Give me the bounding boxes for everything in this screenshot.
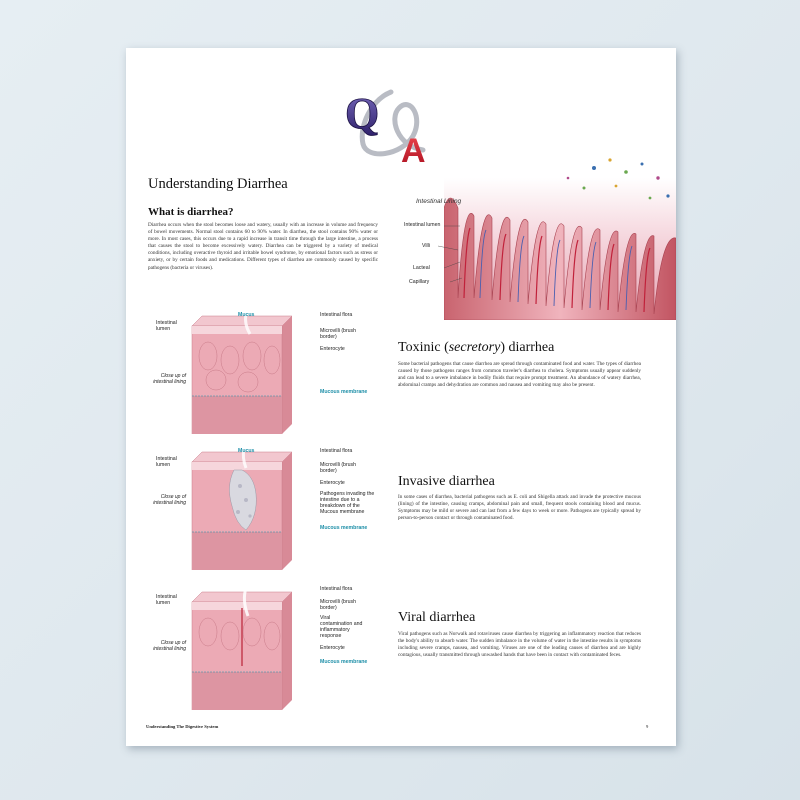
d3-label-lumen: Intestinal lumen: [156, 594, 177, 606]
diagram-viral: [186, 586, 294, 710]
d2-label-mucus: Mucus: [238, 448, 255, 454]
d1-label-microvilli: Microvilli (brush border): [320, 328, 357, 340]
qa-logo: [341, 86, 451, 168]
d2-label-enterocyte: Enterocyte: [320, 480, 345, 486]
footer-title: Understanding The Digestive System: [146, 724, 219, 729]
lining-label-lacteal: Lacteal: [413, 265, 430, 271]
d2-label-closeup: Close up of intestinal lining: [153, 494, 186, 506]
logo-a: A: [401, 132, 426, 168]
d3-label-closeup: Close up of intestinal lining: [153, 640, 186, 652]
logo-q: Q: [345, 89, 380, 138]
intestinal-lining-illustration: [444, 138, 676, 320]
lining-label-villi: Villi: [422, 243, 430, 249]
d3-label-microvilli: Microvilli (brush border): [320, 599, 357, 611]
d1-label-lumen: Intestinal lumen: [156, 320, 177, 332]
section-toxinic-heading: [398, 340, 554, 356]
d2-label-pathogens: Pathogens invading the intestine due to a breakdown of the Mucous membrane: [320, 491, 375, 515]
document-page: [126, 48, 676, 746]
d1-label-mucus: Mucus: [238, 312, 255, 318]
d2-label-microvilli: Microvilli (brush border): [320, 462, 357, 474]
d1-label-closeup: Close up of intestinal lining: [153, 373, 186, 385]
intro-text: Diarrhea occurs when the stool becomes loose and watery, usually with an increase in volume and frequency of bowel movements. Normal stool contains 60 to 90% water. In diarrhea, the stool contains 90% water or more. In most cases, this occurs due to a rapid increase in transit time through the large intestine, a process that causes the stool to become excessively watery. Diarrhea can be triggered by a variety of medical conditions, including overactive thyroid and irritable bowel syndrome, by emotional factors such as stress or anxiety, or by certain foods and medications. Different types of diarrhea are commonly caused by specific pathogens (bacteria or viruses).: [148, 222, 378, 271]
d3-label-enterocyte: Enterocyte: [320, 645, 345, 651]
d2-label-membrane: Mucous membrane: [320, 525, 368, 531]
d1-label-membrane: Mucous membrane: [320, 389, 368, 395]
intro-heading: What is diarrhea?: [148, 206, 234, 218]
d2-label-flora: Intestinal flora: [320, 448, 353, 454]
section-viral-text: Viral pathogens such as Norwalk and rotaviruses cause diarrhea by triggering an inflammatory reaction that reduces the body's ability to absorb water. The sudden imbalance in the volume of water in the intestine results in symptoms including severe cramps, nausea, and vomiting. Viruses are one of the leading causes of diarrhea and are highly contagious, usually transmitted through unwashed hands that have been in contact with contaminated feces.: [398, 631, 641, 659]
d2-label-lumen: Intestinal lumen: [156, 456, 177, 468]
d3-label-membrane: Mucous membrane: [320, 659, 368, 665]
d1-label-flora: Intestinal flora: [320, 312, 353, 318]
logo-ampersand: &: [381, 136, 382, 137]
lining-label-lumen: Intestinal lumen: [404, 222, 441, 228]
diagram-normal: [186, 310, 294, 434]
section-viral-heading: Viral diarrhea: [398, 610, 476, 625]
d1-label-enterocyte: Enterocyte: [320, 346, 345, 352]
section-invasive-text: In some cases of diarrhea, bacterial pathogens such as E. coli and Shigella attack and invade the protective mucous (lining) of the intestine, causing cramps, abdominal pain and small, frequent stools containing blood and mucus. Symptoms may be mild or severe and can last from a few days to week or more. Pathogens are typically spread by person-to-person contact or through contaminated food.: [398, 494, 641, 522]
section-invasive-heading: Invasive diarrhea: [398, 474, 495, 489]
section-toxinic-heading-pre: Toxinic (: [398, 340, 449, 355]
d3-label-flora: Intestinal flora: [320, 586, 353, 592]
footer-page-number: 9: [646, 724, 649, 729]
lining-leader-lines: [426, 218, 466, 288]
section-toxinic-text: Some bacterial pathogens that cause diarrhea are spread through contaminated food and water. The types of diarrhea caused by those pathogens ranges from common traveler's diarrhea to cholera. Symptoms usually appear suddenly and can lead to a severe imbalance in bodily fluids that require prompt treatment. An abundance of watery diarrhea, abdominal cramps and dehydration are common and nausea and vomiting may also be present.: [398, 361, 641, 389]
lining-label-capillary: Capillary: [409, 279, 430, 285]
section-toxinic-heading-post: ) diarrhea: [500, 340, 555, 355]
lining-title: Intestinal Lining: [416, 198, 462, 205]
section-toxinic-heading-italic: secretory: [448, 340, 501, 355]
diagram-invasive: [186, 446, 294, 570]
d3-label-viral: Viral contamination and inflammatory response: [320, 615, 363, 639]
page-title: Understanding Diarrhea: [148, 176, 288, 192]
